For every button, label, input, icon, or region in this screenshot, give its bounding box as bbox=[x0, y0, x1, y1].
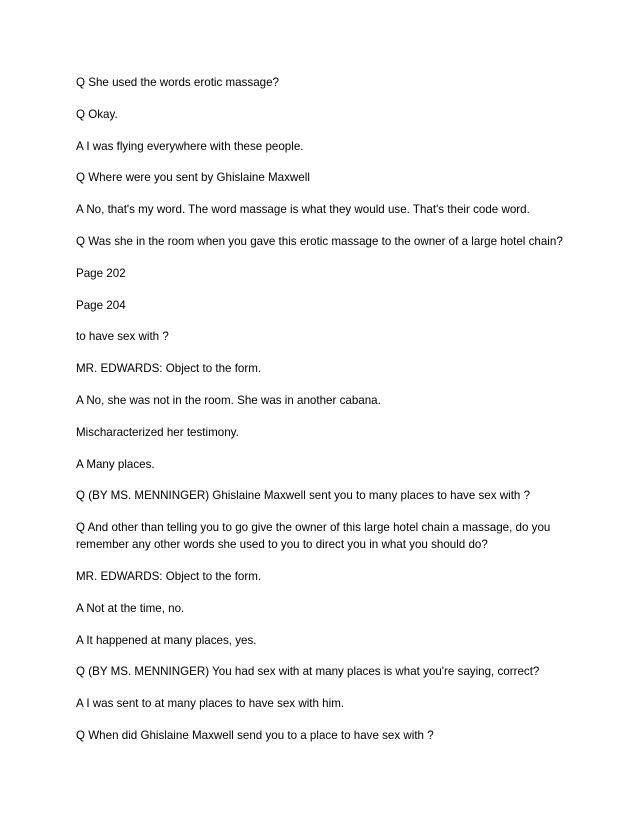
paragraph: Q She used the words erotic massage? bbox=[76, 76, 279, 89]
paragraph: Q (BY MS. MENNINGER) You had sex with at many places is what you're saying, correct? bbox=[76, 665, 540, 679]
paragraph: A Not at the time, no. bbox=[76, 601, 185, 615]
paragraph: to have sex with ? bbox=[76, 330, 169, 344]
paragraph: Q (BY MS. MENNINGER) Ghislaine Maxwell sent you to many places to have sex with ? bbox=[76, 489, 531, 503]
paragraph: MR. EDWARDS: Object to the form. bbox=[76, 569, 262, 583]
paragraph: A No, she was not in the room. She was in another cabana. bbox=[76, 393, 381, 407]
paragraph: Q When did Ghislaine Maxwell send you to a place to have sex with ? bbox=[76, 728, 434, 742]
paragraph: A I was flying everywhere with these people. bbox=[76, 139, 304, 153]
paragraph: Q Okay. bbox=[76, 107, 118, 121]
paragraph: A Many places. bbox=[76, 457, 155, 471]
paragraph: MR. EDWARDS: Object to the form. bbox=[76, 362, 262, 376]
page-reference: Page 202 bbox=[76, 266, 126, 280]
paragraph: A I was sent to at many places to have sex with him. bbox=[76, 697, 345, 711]
document-page bbox=[76, 74, 576, 759]
paragraph: Q And other than telling you to go give the owner of this large hotel chain a massage, do you remember any other words she used to you to direct you in what you should do? bbox=[76, 521, 551, 552]
page-reference: Page 204 bbox=[76, 298, 126, 312]
paragraph: A It happened at many places, yes. bbox=[76, 633, 257, 647]
paragraph: A No, that's my word. The word massage is what they would use. That's their code word. bbox=[76, 203, 530, 217]
paragraph: Mischaracterized her testimony. bbox=[76, 425, 239, 439]
paragraph: Q Where were you sent by Ghislaine Maxwell bbox=[76, 171, 310, 185]
paragraph: Q Was she in the room when you gave this erotic massage to the owner of a large hotel chain? bbox=[76, 234, 563, 248]
